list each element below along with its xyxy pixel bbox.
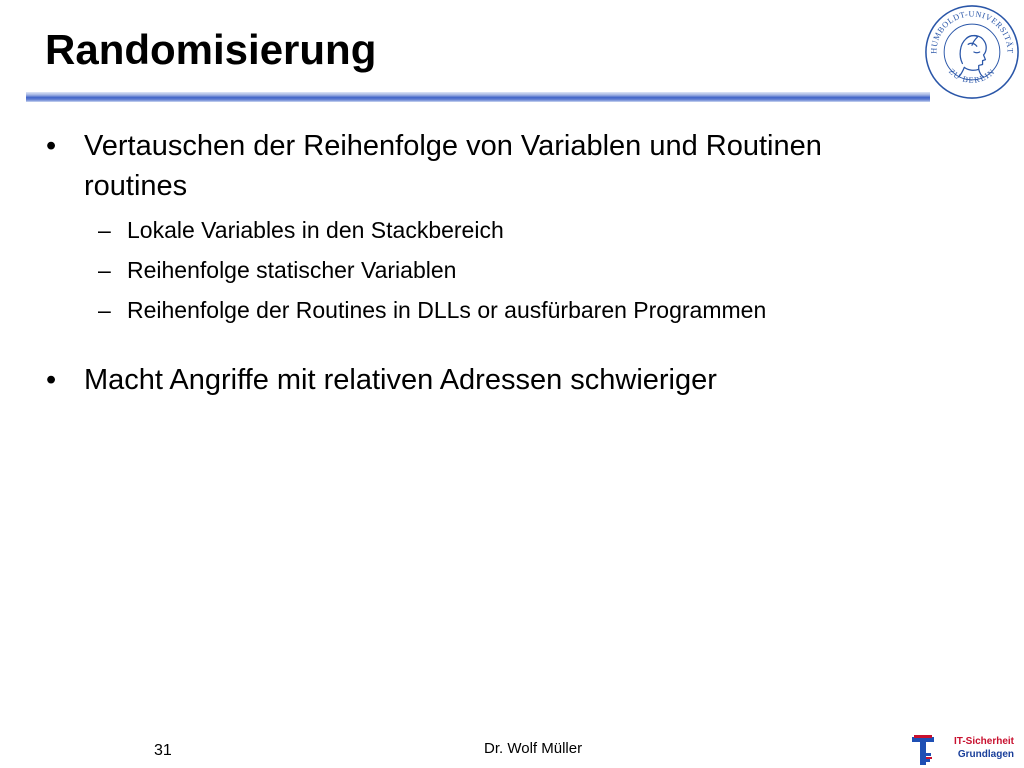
bullet-item	[46, 126, 996, 206]
title-rule	[26, 92, 930, 102]
sub-bullet-list	[46, 210, 996, 330]
slide-title: Randomisierung	[45, 26, 377, 73]
bullet-text-line: Macht Angriffe mit relativen Adressen schwieriger	[84, 364, 717, 396]
portrait-icon	[959, 36, 987, 77]
sub-bullet-marker: –	[98, 297, 111, 323]
footer-author: Dr. Wolf Müller	[484, 740, 583, 757]
course-name-line2: Grundlagen	[957, 749, 1014, 760]
bullet-text-line: Vertauschen der Reihenfolge von Variablen und Routinen	[84, 130, 822, 162]
sub-bullet-item	[46, 290, 996, 330]
sub-bullet-marker: –	[98, 257, 111, 283]
sub-bullet-marker: –	[98, 217, 111, 243]
logo-text-top: HUMBOLDT-UNIVERSITÄT	[929, 9, 1015, 54]
course-logo	[910, 733, 1020, 767]
bullet-marker: •	[46, 364, 57, 396]
sub-bullet-item	[46, 210, 996, 250]
university-seal-icon	[924, 4, 1020, 100]
course-name-line1: IT-Sicherheit	[953, 736, 1014, 747]
sub-bullet-text: Reihenfolge statischer Variablen	[127, 257, 457, 283]
sub-bullet-text: Lokale Variables in den Stackbereich	[127, 217, 504, 243]
key-icon	[910, 733, 940, 767]
page-number: 31	[154, 742, 172, 759]
bullet-text-line: routines	[84, 170, 188, 202]
sub-bullet-text: Reihenfolge der Routines in DLLs or ausfürbaren Programmen	[127, 297, 767, 323]
logo-text-bottom: ZU BERLIN	[946, 66, 998, 85]
bullet-item	[46, 360, 996, 400]
sub-bullet-item	[46, 250, 996, 290]
svg-text:ZU BERLIN	[947, 67, 997, 85]
slide-content	[46, 126, 996, 400]
bullet-marker: •	[46, 130, 57, 162]
